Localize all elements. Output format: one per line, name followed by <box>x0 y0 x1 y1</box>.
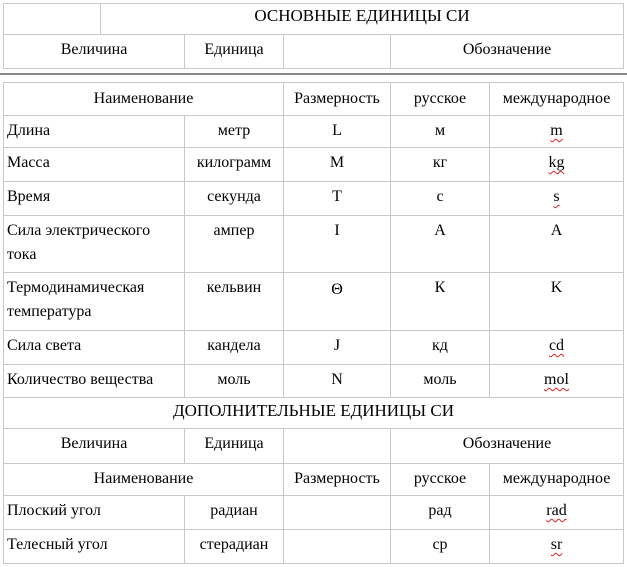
dimension-cell: T <box>284 182 391 216</box>
dimension-cell <box>284 496 391 530</box>
title-additional-units: ДОПОЛНИТЕЛЬНЫЕ ЕДИНИЦЫ СИ <box>4 398 624 429</box>
quantity-cell: Сила электрического тока <box>4 216 185 273</box>
sub-header-dimension: Размерность <box>284 464 391 496</box>
quantity-cell: Длина <box>4 116 185 148</box>
russian-symbol-cell: м <box>391 116 490 148</box>
sub-header-international: международное <box>490 464 624 496</box>
table-row <box>4 116 624 148</box>
sub-header-russian: русское <box>391 464 490 496</box>
header-unit: Единица <box>185 429 284 464</box>
russian-symbol-cell: ср <box>391 530 490 564</box>
international-symbol-cell <box>490 148 624 182</box>
sub-header-name: Наименование <box>4 464 284 496</box>
unit-cell: стерадиан <box>185 530 284 564</box>
top-header-table <box>3 3 624 69</box>
header-unit: Единица <box>185 35 284 69</box>
table-row <box>4 148 624 182</box>
table-row <box>4 365 624 398</box>
international-symbol-cell <box>490 530 624 564</box>
unit-cell: килограмм <box>185 148 284 182</box>
quantity-cell: Масса <box>4 148 185 182</box>
unit-cell: моль <box>185 365 284 398</box>
international-symbol: kg <box>548 154 565 171</box>
dimension-cell: I <box>284 216 391 273</box>
russian-symbol-cell: с <box>391 182 490 216</box>
international-symbol: s <box>553 188 560 205</box>
blank-cell <box>284 35 391 69</box>
international-symbol-cell <box>490 496 624 530</box>
russian-symbol-cell: рад <box>391 496 490 530</box>
international-symbol-cell: K <box>490 273 624 331</box>
unit-cell: ампер <box>185 216 284 273</box>
international-symbol-cell <box>490 182 624 216</box>
russian-symbol-cell: К <box>391 273 490 331</box>
dimension-cell: L <box>284 116 391 148</box>
blank-cell <box>4 4 101 35</box>
international-symbol-cell <box>490 331 624 365</box>
table-row <box>4 496 624 530</box>
unit-cell: кандела <box>185 331 284 365</box>
unit-cell: метр <box>185 116 284 148</box>
dimension-cell: Θ <box>284 273 391 331</box>
international-symbol-cell <box>490 365 624 398</box>
table-row <box>4 216 624 273</box>
unit-cell: радиан <box>185 496 284 530</box>
international-symbol: cd <box>548 337 565 354</box>
international-symbol-cell: A <box>490 216 624 273</box>
russian-symbol-cell: А <box>391 216 490 273</box>
quantity-cell: Количество вещества <box>4 365 185 398</box>
quantity-cell: Плоский угол <box>4 496 185 530</box>
russian-symbol-cell: кд <box>391 331 490 365</box>
international-symbol: rad <box>546 502 567 519</box>
international-symbol-cell <box>490 116 624 148</box>
russian-symbol-cell: кг <box>391 148 490 182</box>
dimension-cell <box>284 530 391 564</box>
title-main-units: ОСНОВНЫЕ ЕДИНИЦЫ СИ <box>101 4 624 35</box>
international-symbol: sr <box>550 536 563 553</box>
header-quantity: Величина <box>4 35 185 69</box>
sub-header-international: международное <box>490 83 624 116</box>
dimension-cell: M <box>284 148 391 182</box>
table-row <box>4 182 624 216</box>
dimension-cell: J <box>284 331 391 365</box>
table-row <box>4 530 624 564</box>
russian-symbol-cell: моль <box>391 365 490 398</box>
header-quantity: Величина <box>4 429 185 464</box>
table-row <box>4 273 624 331</box>
quantity-cell: Время <box>4 182 185 216</box>
header-designation: Обозначение <box>391 429 624 464</box>
unit-cell: кельвин <box>185 273 284 331</box>
sub-header-russian: русское <box>391 83 490 116</box>
section-divider <box>0 73 627 75</box>
unit-cell: секунда <box>185 182 284 216</box>
quantity-cell: Сила света <box>4 331 185 365</box>
dimension-cell: N <box>284 365 391 398</box>
quantity-cell: Телесный угол <box>4 530 185 564</box>
table-row <box>4 331 624 365</box>
international-symbol: mol <box>544 371 569 388</box>
sub-header-dimension: Размерность <box>284 83 391 116</box>
sub-header-name: Наименование <box>4 83 284 116</box>
blank-cell <box>284 429 391 464</box>
si-units-table <box>3 82 624 564</box>
quantity-cell: Термодинамическая температура <box>4 273 185 331</box>
header-designation: Обозначение <box>391 35 624 69</box>
international-symbol: m <box>550 122 563 139</box>
